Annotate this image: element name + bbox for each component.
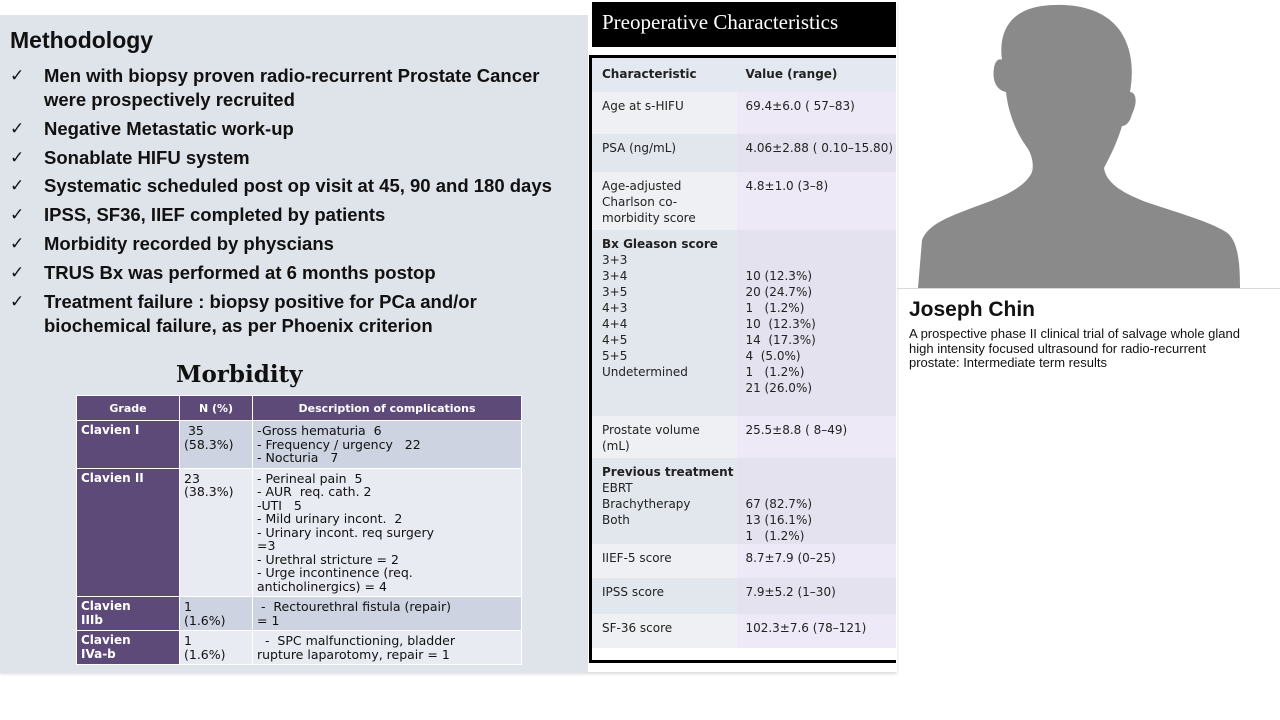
- header-grade: Grade: [77, 396, 180, 421]
- value-line: 20 (24.7%): [745, 285, 813, 299]
- value-line: 1 (1.2%): [745, 529, 805, 543]
- check-icon: ✓: [10, 262, 25, 282]
- morbidity-row: [77, 631, 522, 665]
- preop-row: [592, 172, 896, 230]
- characteristic-cell: [592, 614, 737, 648]
- characteristic-line: Age-adjusted: [602, 179, 682, 193]
- methodology-bullet: [10, 146, 580, 170]
- grade-cell-line: Clavien II: [81, 470, 144, 485]
- preop-row: [592, 614, 896, 648]
- preop-title-banner: [592, 2, 896, 47]
- bullet-text: Negative Metastatic work-up: [44, 117, 294, 139]
- value-cell: [737, 458, 896, 544]
- preop-row: [592, 230, 896, 416]
- value-line: 1 (1.2%): [745, 301, 805, 315]
- description-cell-line: = 1: [257, 612, 280, 628]
- morbidity-table-header: [77, 396, 522, 421]
- description-cell-line: anticholinergics) = 4: [257, 578, 387, 594]
- value-line: [745, 464, 893, 480]
- n-percent-cell: [180, 631, 253, 665]
- characteristic-line: 4+4: [602, 317, 628, 331]
- description-cell-line: -UTI 5: [257, 497, 302, 513]
- n-percent-cell: [180, 597, 253, 631]
- header-description: Description of complications: [253, 396, 522, 421]
- n-percent-cell-line: 1: [184, 599, 192, 614]
- value-line: 1 (1.2%): [745, 365, 805, 379]
- n-percent-cell-line: (1.6%): [184, 646, 226, 662]
- morbidity-row: [77, 421, 522, 469]
- morbidity-title: Morbidity: [176, 361, 303, 388]
- value-line: 4.8±1.0 (3–8): [745, 179, 829, 193]
- value-line: 10 (12.3%): [745, 317, 816, 331]
- n-percent-cell-line: 35: [184, 423, 204, 438]
- preop-table-header: [592, 58, 896, 92]
- value-line: 67 (82.7%): [745, 497, 813, 511]
- methodology-panel: [0, 15, 588, 673]
- characteristic-line: 4+3: [602, 301, 628, 315]
- value-line: 4.06±2.88 ( 0.10–15.80): [745, 141, 894, 155]
- value-line: 13 (16.1%): [745, 513, 813, 527]
- description-cell-line: - Mild urinary incont. 2: [257, 511, 403, 526]
- methodology-bullet: [10, 290, 580, 338]
- characteristic-line: morbidity score: [602, 211, 696, 225]
- characteristic-group-label: Bx Gleason score: [602, 237, 718, 251]
- description-cell: [253, 631, 522, 665]
- grade-cell: [77, 631, 180, 665]
- characteristic-line: 4+5: [602, 333, 628, 347]
- morbidity-row: [77, 468, 522, 597]
- characteristic-line: 3+4: [602, 269, 628, 283]
- preop-row: [592, 92, 896, 134]
- preop-row: [592, 544, 896, 578]
- description-cell-line: -Gross hematuria 6: [257, 423, 382, 438]
- bullet-text: Systematic scheduled post op visit at 45, 90 and 180 days: [44, 175, 552, 197]
- person-silhouette-icon: [910, 0, 1280, 288]
- characteristic-group-label: Previous treatment: [602, 465, 734, 479]
- bullet-text: Morbidity recorded by physcians: [44, 232, 334, 254]
- check-icon: ✓: [10, 233, 25, 253]
- value-cell: [737, 614, 896, 648]
- check-icon: ✓: [10, 118, 25, 138]
- header-characteristic: Characteristic: [592, 58, 737, 92]
- value-line: 102.3±7.6 (78–121): [745, 621, 867, 635]
- n-percent-cell-line: (58.3%): [184, 436, 234, 452]
- value-cell: [737, 92, 896, 134]
- methodology-bullet: [10, 203, 580, 227]
- value-line: 10 (12.3%): [745, 269, 813, 283]
- characteristic-line: 5+5: [602, 349, 628, 363]
- methodology-bullet-list: [10, 64, 580, 342]
- value-cell: [737, 578, 896, 614]
- grade-cell: [77, 468, 180, 597]
- preop-title: Preoperative Characteristics: [602, 10, 839, 34]
- characteristic-line: Prostate volume: [602, 423, 700, 437]
- value-line: 69.4±6.0 ( 57–83): [745, 99, 855, 113]
- speaker-name: Joseph Chin: [909, 298, 1036, 321]
- value-line: 21 (26.0%): [745, 381, 813, 395]
- preop-row: [592, 134, 896, 172]
- speaker-photo: [910, 0, 1280, 288]
- value-cell: [737, 172, 896, 230]
- characteristic-line: Age at s-HIFU: [602, 99, 684, 113]
- n-percent-cell: [180, 421, 253, 469]
- bullet-text: Men with biopsy proven radio-recurrent Prostate Cancer were prospectively recruited: [44, 65, 540, 110]
- value-cell: [737, 134, 896, 172]
- value-line: [745, 252, 893, 268]
- value-line: 14 (17.3%): [745, 333, 816, 347]
- grade-cell: [77, 597, 180, 631]
- grade-cell: [77, 421, 180, 469]
- preop-row: [592, 578, 896, 614]
- characteristic-line: EBRT: [602, 481, 633, 495]
- characteristic-cell: [592, 172, 737, 230]
- check-icon: ✓: [10, 66, 25, 85]
- characteristic-cell: [592, 416, 737, 458]
- header-n-percent: N (%): [180, 396, 253, 421]
- header-value-range: Value (range): [737, 58, 896, 92]
- description-cell-line: - Rectourethral fistula (repair): [257, 599, 452, 614]
- description-cell-line: - Frequency / urgency 22: [257, 436, 421, 452]
- check-icon: ✓: [10, 205, 25, 225]
- methodology-bullet: [10, 64, 580, 112]
- value-line: [745, 236, 893, 252]
- description-cell-line: - SPC malfunctioning, bladder: [257, 633, 455, 648]
- preop-table-frame: [589, 55, 896, 663]
- value-cell: [737, 544, 896, 578]
- grade-cell-line: IIIb: [81, 612, 103, 627]
- value-line: 7.9±5.2 (1–30): [745, 585, 836, 599]
- n-percent-cell-line: (38.3%): [184, 484, 234, 499]
- preop-row: [592, 416, 896, 458]
- description-cell-line: rupture laparotomy, repair = 1: [257, 646, 450, 662]
- characteristic-line: Undetermined: [602, 365, 688, 379]
- methodology-bullet: [10, 174, 580, 198]
- characteristic-line: (mL): [602, 439, 630, 453]
- description-cell-line: - Urge incontinence (req.: [257, 565, 413, 580]
- description-cell-line: =3: [257, 538, 276, 553]
- value-cell: [737, 416, 896, 458]
- value-line: 25.5±8.8 ( 8–49): [745, 423, 848, 437]
- n-percent-cell-line: 1: [184, 633, 192, 648]
- n-percent-cell-line: 23: [184, 470, 200, 486]
- characteristic-cell: [592, 134, 737, 172]
- characteristic-cell: [592, 544, 737, 578]
- n-percent-cell: [180, 468, 253, 597]
- description-cell-line: - Urethral stricture = 2: [257, 551, 399, 567]
- description-cell: [253, 468, 522, 597]
- characteristic-line: PSA (ng/mL): [602, 141, 677, 155]
- description-cell: [253, 421, 522, 469]
- value-line: [745, 480, 893, 496]
- grade-cell-line: Clavien: [81, 633, 131, 647]
- speaker-divider: [897, 288, 1280, 289]
- characteristic-cell: [592, 578, 737, 614]
- grade-cell-line: IVa-b: [81, 646, 116, 661]
- description-cell-line: - AUR req. cath. 2: [257, 484, 372, 499]
- preop-table: [592, 58, 896, 648]
- value-line: 8.7±7.9 (0–25): [745, 551, 836, 565]
- value-line: 4 (5.0%): [745, 349, 801, 363]
- characteristic-line: IPSS score: [602, 585, 665, 599]
- bullet-text: Sonablate HIFU system: [44, 146, 250, 168]
- check-icon: ✓: [10, 176, 25, 196]
- talk-title: A prospective phase II clinical trial of salvage whole gland high intensity focused ultrasound for radio-recurrent prostate: Intermediate term results: [909, 326, 1240, 370]
- methodology-bullet: [10, 232, 580, 256]
- description-cell-line: - Urinary incont. req surgery: [257, 524, 435, 540]
- characteristic-line: Charlson co-: [602, 195, 678, 209]
- characteristic-line: SF-36 score: [602, 621, 673, 635]
- characteristic-line: IIEF-5 score: [602, 551, 672, 565]
- characteristic-line: Both: [602, 513, 630, 527]
- characteristic-cell: [592, 230, 737, 416]
- preop-row: [592, 458, 896, 544]
- n-percent-cell-line: (1.6%): [184, 612, 226, 628]
- methodology-title: Methodology: [10, 27, 154, 53]
- characteristic-line: 3+3: [602, 253, 628, 267]
- check-icon: ✓: [10, 291, 25, 311]
- characteristic-cell: [592, 458, 737, 544]
- morbidity-row: [77, 597, 522, 631]
- bullet-text: IPSS, SF36, IIEF completed by patients: [44, 204, 386, 226]
- morbidity-table: [76, 395, 522, 665]
- characteristic-line: 3+5: [602, 285, 628, 299]
- grade-cell-line: Clavien I: [81, 423, 140, 437]
- description-cell: [253, 597, 522, 631]
- description-cell-line: - Nocturia 7: [257, 450, 339, 465]
- characteristic-cell: [592, 92, 737, 134]
- value-cell: [737, 230, 896, 416]
- methodology-bullet: [10, 117, 580, 141]
- bullet-text: Treatment failure : biopsy positive for PCa and/or biochemical failure, as per Phoenix criterion: [44, 290, 477, 336]
- description-cell-line: - Perineal pain 5: [257, 470, 363, 486]
- check-icon: ✓: [10, 147, 25, 167]
- methodology-bullet: [10, 261, 580, 285]
- grade-cell-line: Clavien: [81, 599, 131, 613]
- bullet-text: TRUS Bx was performed at 6 months postop: [44, 261, 436, 283]
- characteristic-line: Brachytherapy: [602, 497, 691, 511]
